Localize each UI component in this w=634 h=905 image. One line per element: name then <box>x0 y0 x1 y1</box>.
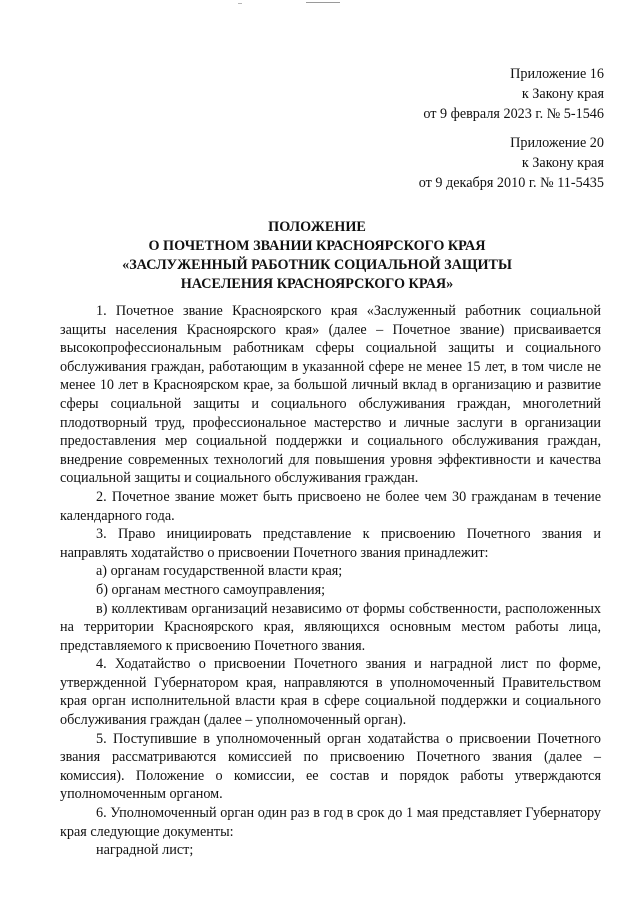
title-line: О ПОЧЕТНОМ ЗВАНИИ КРАСНОЯРСКОГО КРАЯ <box>148 238 486 254</box>
list-item-v: в) коллективам организаций независимо от формы собственности, расположенных на территории Красноярского края, являющихся основным местом работы лица, представляемого к присвоению Почетного звания. <box>60 600 601 654</box>
document-body <box>60 302 601 860</box>
list-item-a: а) органам государственной власти края; <box>96 563 343 580</box>
appendix-law-date: от 9 февраля 2023 г. № 5-1546 <box>423 106 604 122</box>
appendix-header-1 <box>423 64 604 124</box>
paragraph-1: 1. Почетное звание Красноярского края «Заслуженный работник социальной защиты населения Красноярского края» (далее – Почетное звание) присваивается высокопрофессиональным работникам сферы социальной защиты и социального обслуживания граждан, работающим в указанной сфере не менее 15 лет, в том числе не менее 10 лет в Красноярском крае, за большой личный вклад в организацию и развитие сферы социальной защиты и социального обслуживания граждан, многолетний плодотворный труд, профессиональное мастерство и личные заслуги в организации предоставления мер социальной поддержки и социального обслуживания граждан, внедрение современных технологий для повышения уровня эффективности и качества социальной защиты и социального обслуживания граждан. <box>60 303 601 487</box>
appendix-header-2 <box>419 133 604 193</box>
appendix-law-date: от 9 декабря 2010 г. № 11-5435 <box>418 175 604 191</box>
list-item-b: б) органам местного самоуправления; <box>96 581 326 598</box>
appendix-number: Приложение 16 <box>510 66 604 82</box>
list-item-award-sheet: наградной лист; <box>96 842 194 859</box>
paragraph-2: 2. Почетное звание может быть присвоено не более чем 30 гражданам в течение календарного года. <box>60 488 601 524</box>
title-line: НАСЕЛЕНИЯ КРАСНОЯРСКОГО КРАЯ» <box>180 276 454 292</box>
title-line: ПОЛОЖЕНИЕ <box>268 219 366 235</box>
paragraph-5: 5. Поступившие в уполномоченный орган ходатайства о присвоении Почетного звания рассматриваются комиссией по присвоению Почетного звания (далее – комиссия). Положение о комиссии, ее состав и порядок работы утверждаются уполномоченным органом. <box>60 730 601 803</box>
appendix-law-ref: к Закону края <box>521 155 604 171</box>
scan-artifact <box>238 3 242 4</box>
scan-artifact <box>306 2 340 3</box>
paragraph-6: 6. Уполномоченный орган один раз в год в срок до 1 мая представляет Губернатору края следующие документы: <box>60 805 601 840</box>
appendix-law-ref: к Закону края <box>521 86 604 102</box>
paragraph-3: 3. Право инициировать представление к присвоению Почетного звания и направлять ходатайство о присвоении Почетного звания принадлежит: <box>60 526 601 561</box>
document-title <box>0 218 634 294</box>
appendix-number: Приложение 20 <box>510 135 604 151</box>
title-line: «ЗАСЛУЖЕННЫЙ РАБОТНИК СОЦИАЛЬНОЙ ЗАЩИТЫ <box>122 257 512 273</box>
paragraph-4: 4. Ходатайство о присвоении Почетного звания и наградной лист по форме, утвержденной Губернатором края, направляются в уполномоченный Правительством края орган исполнительной власти края в сфере социальной поддержки и социального обслуживания граждан (далее – уполномоченный орган). <box>60 656 601 729</box>
